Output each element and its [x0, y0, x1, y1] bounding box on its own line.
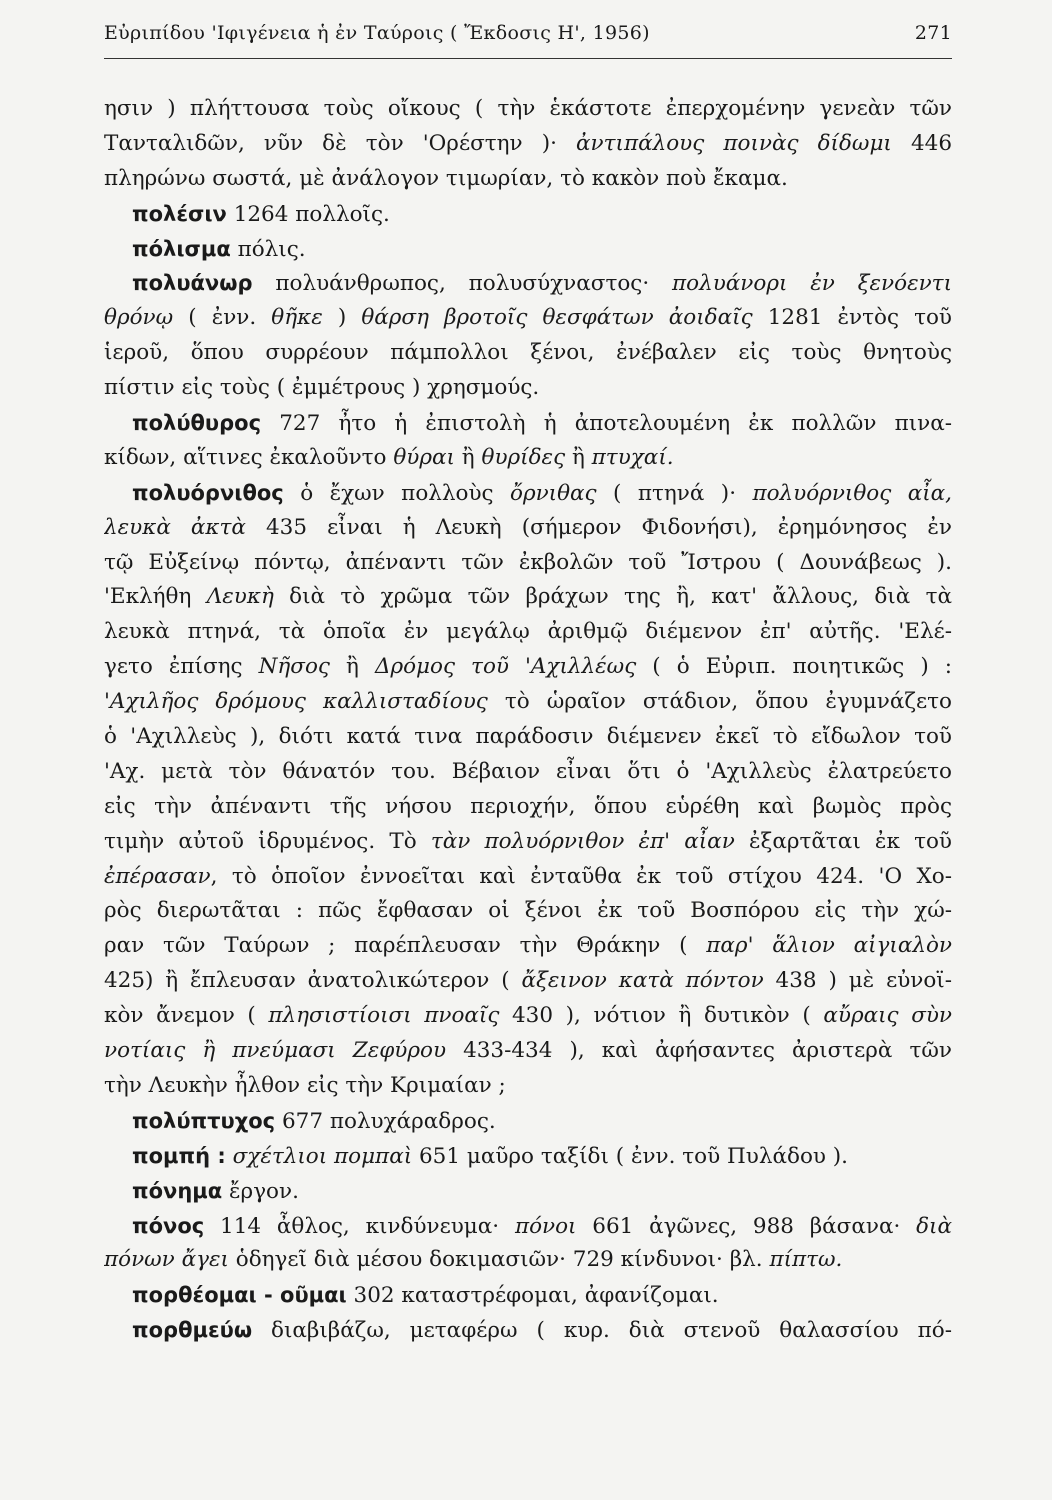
gloss-text: ἐξαρτᾶται ἐκ τοῦ [734, 828, 952, 854]
lemma-headword: πολύθυρος [132, 411, 262, 436]
italic-quote: πόνοι [514, 1213, 577, 1239]
gloss-text: 435 εἶναι ἡ Λευκὴ (σήμερον Φιδονήσι), ἐρημόνησος ἐν [245, 514, 952, 540]
italic-quote: διὰ [916, 1213, 952, 1239]
glossary-text [104, 92, 952, 1348]
text-line [104, 266, 952, 301]
italic-quote: ἀντιπάλους ποινὰς δίδωμι [576, 130, 892, 156]
gloss-text: 1281 ἐντὸς τοῦ [752, 305, 952, 331]
gloss-text: ησιν ) πλήττουσα τοὺς οἴκους ( τὴν ἑκάστοτε ἐπερχομένην γενεὰν τῶν [104, 96, 952, 121]
gloss-text: εἰς τὴν ἀπέναντι τῆς νήσου περιοχήν, ὅπου εὑρέθη καὶ βωμὸς πρὸς [104, 793, 952, 819]
gloss-text: Τανταλιδῶν, νῦν δὲ τὸν 'Ορέστην )· [104, 130, 577, 156]
lemma-headword: πόνημα [132, 1178, 223, 1203]
gloss-text: 438 ) μὲ εὐνοϊ- [763, 968, 952, 994]
text-line [104, 546, 952, 581]
text-line [104, 964, 952, 999]
italic-quote: θύραι [393, 444, 455, 470]
gloss-text: 302 καταστρέφομαι, ἀφανίζομαι. [346, 1283, 719, 1309]
page-number: 271 [914, 22, 952, 44]
italic-quote: ὄρνιθας [510, 480, 597, 506]
lemma-headword: πομπή : [132, 1143, 226, 1168]
gloss-text: , τὸ ὁποῖον ἐννοεῖται καὶ ἐνταῦθα ἐκ τοῦ στίχου 424. 'Ο Χο- [210, 863, 952, 889]
gloss-text: διαβιβάζω, μεταφέρω ( κυρ. διὰ στενοῦ θαλασσίου πό- [252, 1318, 952, 1344]
running-title: Εὐριπίδου 'Ιφιγένεια ἡ ἐν Ταύροις ( Ἔκδοσις Η', 1956) [104, 22, 650, 44]
italic-quote: πολυάνορι ἐν ξενόεντι [672, 271, 952, 297]
gloss-text: 661 ἀγῶνες, 988 βάσανα· [576, 1213, 917, 1239]
gloss-text: τιμὴν αὐτοῦ ἱδρυμένος. Τὸ [104, 828, 431, 854]
lemma-headword: πορθέομαι - οῦμαι [132, 1283, 347, 1308]
text-line [104, 197, 952, 232]
text-line [104, 441, 952, 476]
italic-quote: θάρση βροτοῖς θεσφάτων ἀοιδαῖς [361, 305, 753, 331]
gloss-text: πολυάνθρωπος, πολυσύχναστος· [252, 271, 673, 297]
gloss-text: ραν τῶν Ταύρων ; παρέπλευσαν τὴν Θράκην ( [104, 933, 707, 959]
text-line [104, 929, 952, 964]
italic-quote: πολυόρνιθος αἶα, [752, 480, 952, 506]
text-line [104, 1209, 952, 1244]
gloss-text: 425) ἢ ἔπλευσαν ἀνατολικώτερον ( [104, 968, 522, 994]
text-line [104, 406, 952, 441]
italic-quote: πίπτω. [769, 1247, 843, 1273]
gloss-text: 677 πολυχάραδρος. [275, 1108, 496, 1134]
text-line [104, 301, 952, 336]
text-line [104, 511, 952, 546]
italic-quote: νοτίαις ἢ πνεύμασι Ζεφύρου [104, 1038, 447, 1064]
gloss-text: κίδων, αἵτινες ἐκαλοῦντο [104, 444, 394, 470]
text-line [104, 790, 952, 825]
gloss-text: πίστιν εἰς τοὺς ( ἐμμέτρους ) χρησμούς. [104, 375, 540, 401]
text-line [104, 162, 952, 197]
lemma-headword: πολύπτυχος [132, 1108, 276, 1133]
header-rule [104, 58, 952, 59]
italic-quote: Δρόμος τοῦ 'Αχιλλέως [374, 654, 637, 680]
text-line [104, 860, 952, 895]
text-line [104, 650, 952, 685]
text-line [104, 685, 952, 720]
italic-quote: πλησιστίοισι πνοαῖς [268, 1003, 500, 1029]
text-line [104, 1278, 952, 1313]
text-line [104, 894, 952, 929]
text-line [104, 1034, 952, 1069]
text-line [104, 1139, 952, 1174]
italic-quote: θρόνῳ [104, 305, 174, 331]
gloss-text: πόλις. [230, 236, 306, 262]
italic-quote: ἄξεινον κατὰ πόντον [521, 968, 764, 994]
gloss-text [226, 1144, 233, 1169]
gloss-text: ἱεροῦ, ὅπου συρρέουν πάμπολλοι ξένοι, ἐνέβαλεν εἰς τοὺς θνητοὺς [104, 340, 952, 366]
text-line [104, 615, 952, 650]
text-line [104, 580, 952, 615]
gloss-text: 'Εκλήθη [104, 584, 207, 610]
running-header [104, 22, 952, 52]
text-line [104, 476, 952, 511]
gloss-text: 1264 πολλοῖς. [226, 201, 390, 227]
italic-quote: αὔραις σὺν [823, 1003, 952, 1029]
text-line [104, 999, 952, 1034]
lemma-headword: πολυάνωρ [132, 271, 253, 296]
gloss-text: 430 ), νότιον ἢ δυτικὸν ( [499, 1003, 824, 1029]
gloss-text: 'Αχ. μετὰ τὸν θάνατόν του. Βέβαιον εἶναι ὅτι ὁ 'Αχιλλεὺς ἐλατρεύετο [104, 758, 952, 784]
text-line [104, 127, 952, 162]
italic-quote: ἐπέρασαν [104, 863, 211, 889]
gloss-text: 727 ἦτο ἡ ἐπιστολὴ ἡ ἀποτελουμένη ἐκ πολλῶν πινα- [261, 411, 952, 437]
text-line [104, 1313, 952, 1348]
text-line [104, 1243, 952, 1278]
text-line [104, 1104, 952, 1139]
gloss-text: ( ἐνν. [173, 305, 272, 331]
gloss-text: ἢ [565, 444, 592, 470]
gloss-text: λευκὰ πτηνά, τὰ ὁποῖα ἐν μεγάλῳ ἀριθμῷ διέμενον ἐπ' αὐτῆς. 'Ελέ- [104, 619, 952, 645]
text-line [104, 825, 952, 860]
text-line [104, 720, 952, 755]
gloss-text: ἔργον. [222, 1178, 299, 1204]
lemma-headword: πολέσιν [132, 201, 227, 226]
italic-quote: παρ' ἅλιον αἰγιαλὸν [706, 933, 952, 959]
italic-quote: 'Αχιλῆος δρόμους καλλισταδίους [104, 689, 488, 715]
italic-quote: πτυχαί. [591, 444, 674, 470]
gloss-text: 446 [891, 130, 952, 156]
gloss-text: 651 μαῦρο ταξίδι ( ἐνν. τοῦ Πυλάδου ). [412, 1143, 849, 1169]
gloss-text: πληρώνω σωστά, μὲ ἀνάλογον τιμωρίαν, τὸ κακὸν ποὺ ἔκαμα. [104, 165, 788, 191]
italic-quote: πόνων ἄγει [104, 1247, 229, 1273]
gloss-text: ὁ ἔχων πολλοὺς [283, 480, 511, 506]
gloss-text: ρὸς διερωτᾶται : πῶς ἔφθασαν οἱ ξένοι ἐκ τοῦ Βοσπόρου εἰς τὴν χώ- [104, 898, 952, 924]
text-line [104, 232, 952, 267]
gloss-text: τῷ Εὐξείνῳ πόντῳ, ἀπέναντι τῶν ἐκβολῶν τοῦ Ἴστρου ( Δουνάβεως ). [104, 549, 952, 575]
italic-quote: θῆκε [271, 305, 323, 331]
italic-quote: θυρίδες [481, 444, 566, 470]
gloss-text: 114 ἆθλος, κινδύνευμα· [204, 1213, 515, 1239]
gloss-text: ὁδηγεῖ διὰ μέσου δοκιμασιῶν· 729 κίνδυνοι· βλ. [228, 1247, 770, 1273]
text-line [104, 755, 952, 790]
gloss-text: κὸν ἄνεμον ( [104, 1003, 269, 1029]
gloss-text: ὁ 'Αχιλλεὺς ), διότι κατά τινα παράδοσιν διέμενεν ἐκεῖ τὸ εἴδωλον τοῦ [104, 724, 952, 750]
lemma-headword: πόλισμα [132, 236, 231, 261]
text-line [104, 1069, 952, 1104]
gloss-text: 433-434 ), καὶ ἀφήσαντες ἀριστερὰ τῶν [446, 1038, 952, 1064]
italic-quote: Λευκὴ [206, 584, 274, 610]
italic-quote: Νῆσος [258, 654, 330, 680]
gloss-text: ( ὁ Εὐριπ. ποιητικῶς ) : [636, 654, 952, 680]
lemma-headword: πορθμεύω [132, 1318, 253, 1343]
gloss-text: τὸ ὡραῖον στάδιον, ὅπου ἐγυμνάζετο [487, 689, 952, 715]
gloss-text: ) [322, 305, 362, 331]
gloss-text: ( πτηνά )· [596, 480, 753, 506]
lemma-headword: πόνος [132, 1213, 205, 1238]
gloss-text: ἢ [454, 444, 482, 470]
gloss-text: τὴν Λευκὴν ἦλθον εἰς τὴν Κριμαίαν ; [104, 1072, 506, 1098]
italic-quote: τὰν πολυόρνιθον ἐπ' αἶαν [430, 828, 735, 854]
italic-quote: σχέτλιοι πομπαὶ [232, 1143, 413, 1169]
text-line [104, 371, 952, 406]
text-line [104, 1174, 952, 1209]
italic-quote: λευκὰ ἀκτὰ [104, 514, 246, 540]
text-line [104, 92, 952, 127]
gloss-text: διὰ τὸ χρῶμα τῶν βράχων της ἢ, κατ' ἄλλους, διὰ τὰ [273, 584, 952, 610]
lemma-headword: πολυόρνιθος [132, 480, 284, 505]
text-line [104, 336, 952, 371]
gloss-text: γετο ἐπίσης [104, 654, 259, 680]
gloss-text: ἢ [329, 654, 375, 680]
